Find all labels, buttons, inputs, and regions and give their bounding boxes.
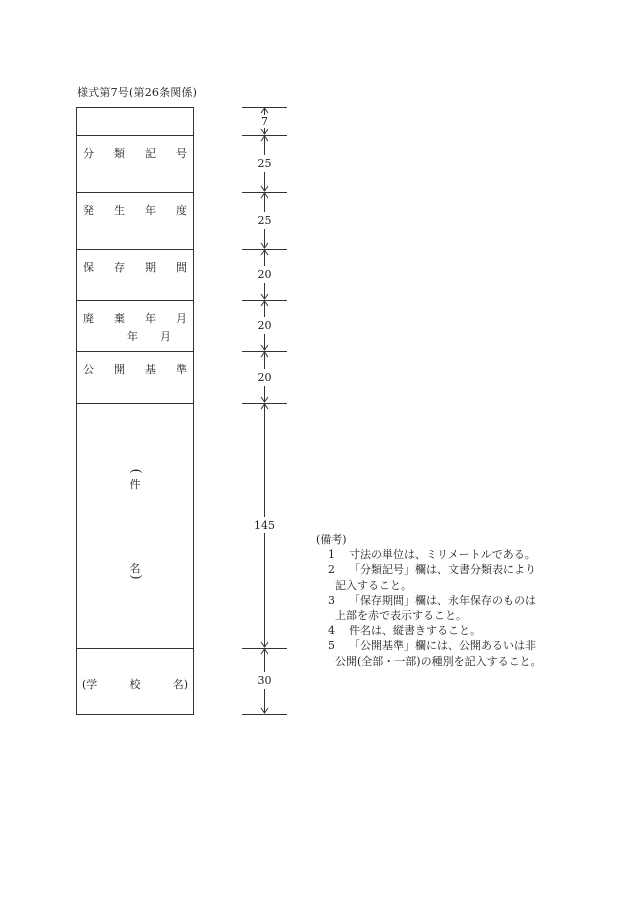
subject-char-ken: 件 — [129, 478, 141, 491]
subject-close-paren: ) — [128, 574, 143, 580]
retention-period-row — [77, 250, 193, 301]
disposal-date-subline: 年 月 — [127, 330, 171, 343]
spine-top-blank-row — [77, 108, 193, 136]
dimension-arrows — [242, 0, 287, 915]
remark-item-continued: 上部を赤で表示すること。 — [335, 609, 467, 623]
classification-code-row — [77, 136, 193, 193]
subject-open-paren: ( — [128, 468, 143, 474]
school-name-row — [77, 649, 193, 716]
classification-code-label: 分 類 記 号 — [83, 147, 187, 160]
dimension-guide — [242, 0, 287, 915]
spine-label-form — [76, 107, 194, 715]
remark-item-continued: 公開(全部・一部)の種別を記入すること。 — [335, 654, 542, 668]
disposal-date-row — [77, 301, 193, 352]
dimension-value: 25 — [242, 214, 287, 227]
dimension-value: 20 — [242, 268, 287, 281]
form-title: 様式第7号(第26条関係) — [77, 86, 198, 99]
dimension-value: 20 — [242, 371, 287, 384]
dimension-value: 20 — [242, 319, 287, 332]
disclosure-criteria-row — [77, 352, 193, 404]
year-of-creation-label: 発 生 年 度 — [83, 204, 187, 217]
subject-row — [77, 404, 193, 649]
school-name-label: (学 校 名) — [82, 678, 188, 691]
dimension-value: 30 — [242, 674, 287, 687]
remark-item: 2 「分類記号」欄は、文書分類表により — [328, 563, 536, 577]
remarks-block — [316, 532, 542, 669]
dimension-value: 25 — [242, 157, 287, 170]
year-of-creation-row — [77, 193, 193, 250]
disclosure-criteria-label: 公 開 基 準 — [83, 363, 187, 376]
remark-item: 5 「公開基準」欄には、公開あるいは非 — [328, 639, 536, 653]
retention-period-label: 保 存 期 間 — [83, 261, 187, 274]
remark-item-continued: 記入すること。 — [335, 578, 412, 592]
disposal-date-label: 廃 棄 年 月 — [83, 312, 187, 325]
remark-item: 1 寸法の単位は、ミリメートルである。 — [328, 548, 536, 562]
dimension-value: 7 — [242, 115, 287, 128]
remarks-heading: (備考) — [316, 533, 347, 546]
remark-item: 3 「保存期間」欄は、永年保存のものは — [328, 593, 536, 607]
remark-item: 4 件名は、縦書きすること。 — [328, 624, 481, 638]
subject-char-mei: 名 — [129, 562, 141, 575]
dimension-value: 145 — [242, 519, 287, 532]
